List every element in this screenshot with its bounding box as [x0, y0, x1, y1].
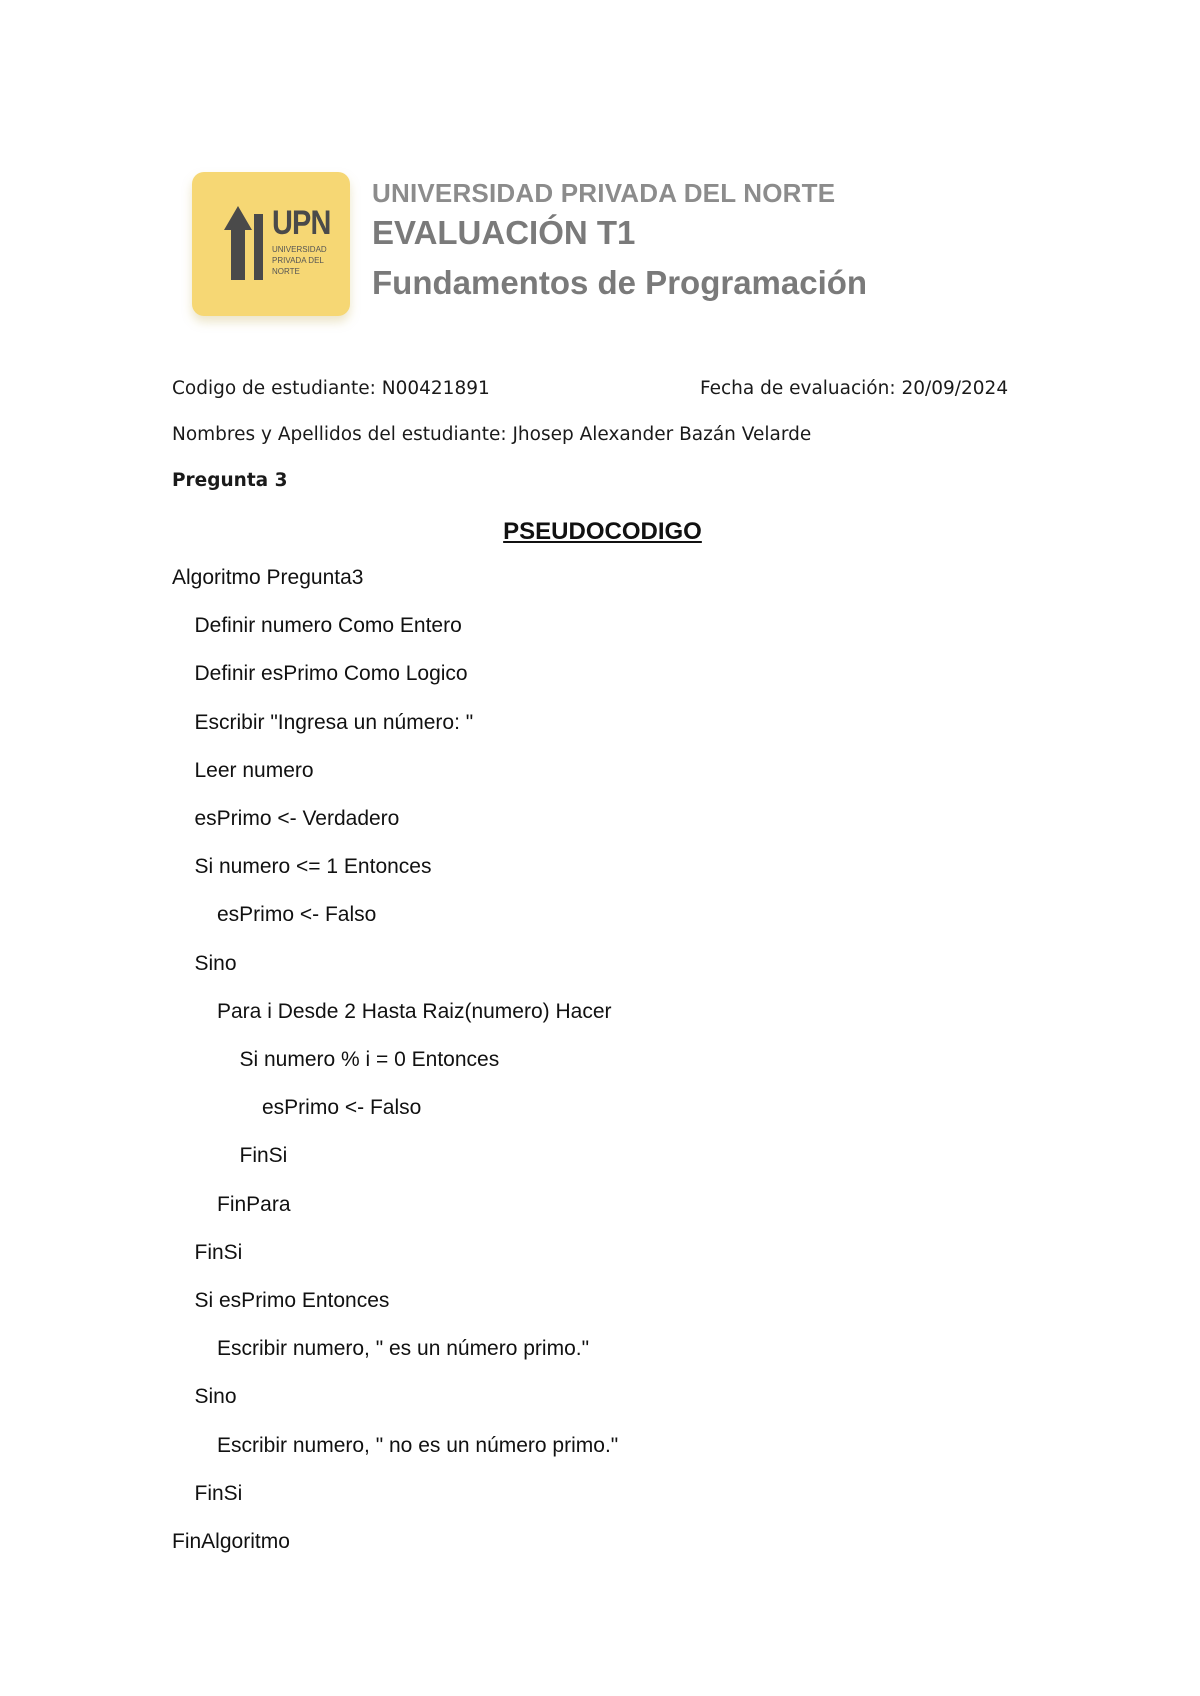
student-code: Codigo de estudiante: N00421891	[172, 378, 490, 399]
code-line: Sino	[194, 951, 237, 975]
logo-subtext: UNIVERSIDAD PRIVADA DEL NORTE	[272, 245, 327, 276]
code-line: FinSi	[194, 1481, 243, 1505]
code-line: FinPara	[217, 1192, 291, 1216]
logo-text: UPN	[272, 204, 331, 242]
course-name: Fundamentos de Programación	[372, 264, 868, 301]
university-name: UNIVERSIDAD PRIVADA DEL NORTE	[372, 178, 836, 208]
code-line: Escribir numero, " no es un número primo."	[217, 1433, 619, 1457]
page-title: PSEUDOCODIGO	[503, 518, 702, 545]
code-line: Algoritmo Pregunta3	[172, 566, 364, 589]
code-line: Si numero <= 1 Entonces	[194, 855, 432, 879]
code-line: Definir esPrimo Como Logico	[194, 662, 468, 686]
question-label: Pregunta 3	[172, 470, 288, 491]
code-line: Si esPrimo Entonces	[194, 1289, 390, 1312]
code-line: Escribir numero, " es un número primo."	[217, 1337, 590, 1361]
evaluation-date: Fecha de evaluación: 20/09/2024	[700, 378, 1009, 399]
code-line: Para i Desde 2 Hasta Raiz(numero) Hacer	[217, 999, 612, 1023]
code-line: FinSi	[194, 1240, 243, 1264]
code-line: esPrimo <- Falso	[262, 1096, 422, 1120]
code-line: esPrimo <- Verdadero	[194, 807, 400, 830]
evaluation-title: EVALUACIÓN T1	[372, 214, 636, 251]
code-line: esPrimo <- Falso	[217, 903, 377, 927]
upn-logo	[192, 172, 350, 316]
code-line: Si numero % i = 0 Entonces	[239, 1048, 500, 1071]
arrow-logo-icon	[218, 200, 268, 282]
header-banner	[192, 172, 912, 352]
code-line: Leer numero	[194, 758, 314, 782]
code-line: Definir numero Como Entero	[194, 614, 462, 638]
code-line: Escribir "Ingresa un número: "	[194, 710, 474, 734]
code-line: FinAlgoritmo	[172, 1530, 290, 1553]
student-name: Nombres y Apellidos del estudiante: Jhosep Alexander Bazán Velarde	[172, 424, 812, 445]
code-line: FinSi	[239, 1144, 288, 1168]
code-line: Sino	[194, 1385, 237, 1409]
